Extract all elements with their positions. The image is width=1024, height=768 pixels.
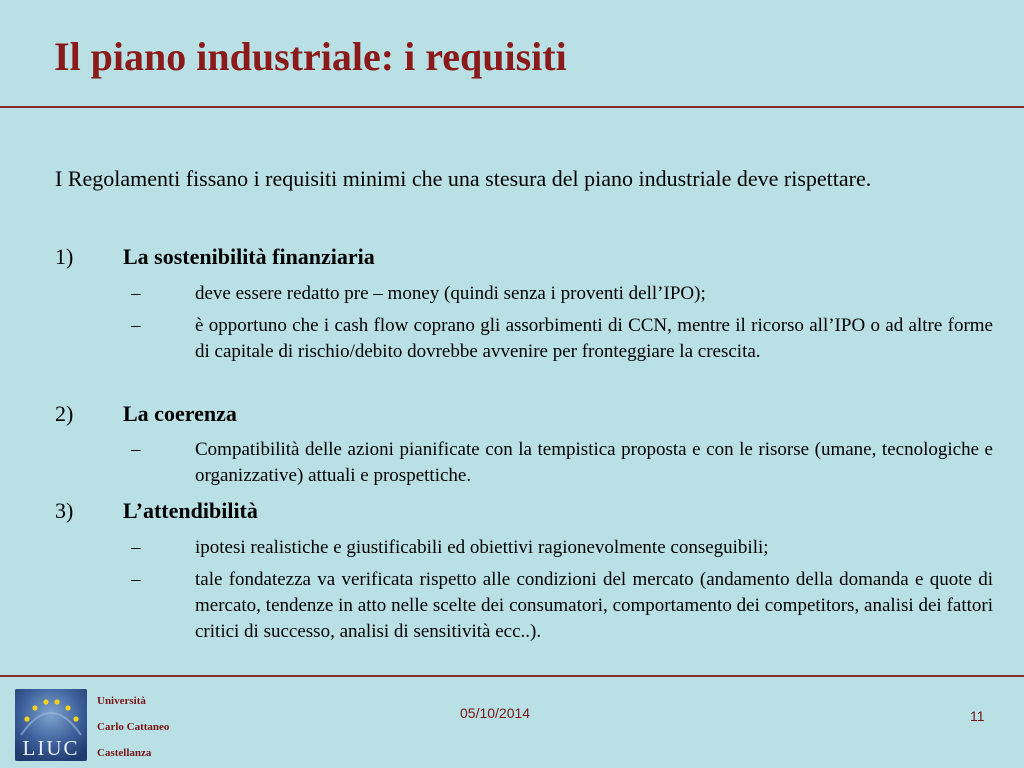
university-name	[97, 688, 169, 766]
dash-marker: –	[131, 315, 141, 336]
slide-title: Il piano industriale: i requisiti	[54, 34, 567, 79]
requirement-3-title: L’attendibilità	[123, 498, 258, 523]
requirement-3-sub-2	[131, 567, 993, 645]
footer-divider	[0, 675, 1024, 677]
requirement-1-title: La sostenibilità finanziaria	[123, 244, 375, 269]
dash-marker: –	[131, 439, 141, 460]
university-line-1: Università	[97, 695, 146, 707]
requirement-2-sub-1	[131, 437, 993, 489]
requirement-3-number: 3)	[55, 498, 74, 523]
sub-item-text: Compatibilità delle azioni pianificate con la tempistica proposta e con le risorse (umane, tecnologiche e organizzative) attuali e prospettiche.	[195, 439, 993, 486]
university-line-3: Castellanza	[97, 747, 152, 759]
requirement-2-number: 2)	[55, 401, 74, 426]
liuc-logo	[15, 689, 87, 761]
slide-page-number: 11	[970, 708, 985, 724]
sub-item-text: deve essere redatto pre – money (quindi senza i proventi dell’IPO);	[195, 283, 706, 304]
svg-text:LIUC: LIUC	[22, 736, 80, 760]
requirement-1-heading	[55, 244, 375, 270]
requirement-3-sub-1	[131, 535, 993, 561]
requirement-1-sub-1	[131, 281, 993, 307]
liuc-logo-icon	[15, 689, 87, 761]
dash-marker: –	[131, 569, 141, 590]
sub-item-text: è opportuno che i cash flow coprano gli assorbimenti di CCN, mentre il ricorso all’IPO o ad altre forme di capitale di rischio/debito dovrebbe avvenire per fronteggiare la crescita.	[195, 315, 993, 362]
requirement-2-heading	[55, 401, 237, 427]
requirement-1-number: 1)	[55, 244, 74, 269]
university-line-2: Carlo Cattaneo	[97, 721, 170, 733]
dash-marker: –	[131, 537, 141, 558]
requirement-1-sub-2	[131, 313, 993, 365]
sub-item-text: tale fondatezza va verificata rispetto alle condizioni del mercato (andamento della domanda e quote di mercato, tendenze in atto nelle scelte dei consumatori, comportamento dei competitors, analisi dei fattori critici di successo, analisi di sensitività ecc..).	[195, 569, 993, 642]
sub-item-text: ipotesi realistiche e giustificabili ed obiettivi ragionevolmente conseguibili;	[195, 537, 769, 558]
intro-paragraph: I Regolamenti fissano i requisiti minimi che una stesura del piano industriale deve rispettare.	[55, 166, 872, 191]
requirement-2-title: La coerenza	[123, 401, 237, 426]
requirement-3-heading	[55, 498, 258, 524]
slide-date: 05/10/2014	[460, 705, 531, 721]
dash-marker: –	[131, 283, 141, 304]
